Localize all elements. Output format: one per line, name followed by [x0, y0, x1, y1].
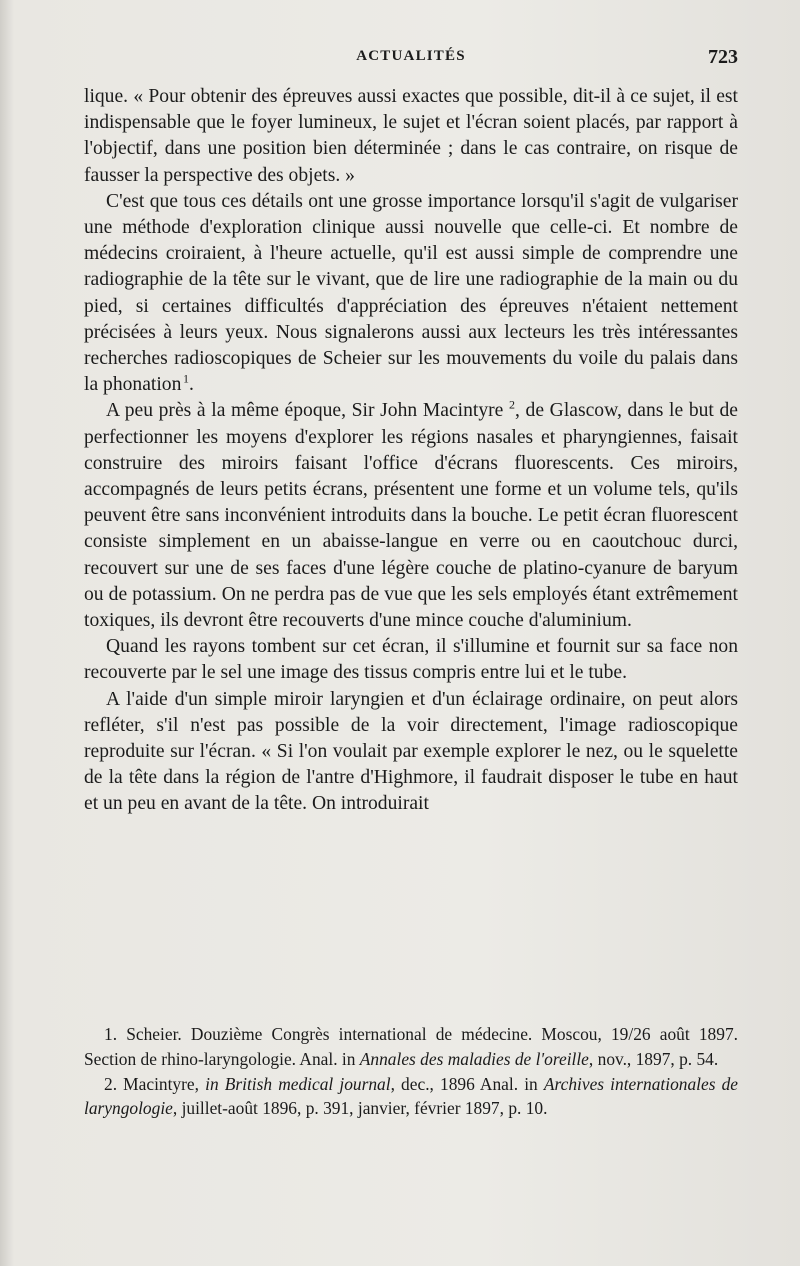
- footnote-2-journal-b: Archives internationales de laryngologie: [84, 1073, 738, 1119]
- paragraph-1-text: lique. « Pour obtenir des épreuves aussi exactes que possible, dit-il à ce sujet, il est indispensable que le foyer lumineux, le sujet et l'écran soient placés, par rapport à l'objectif, dans une position bien déterminée ; dans le cas contraire, on risque de fausser la perspective des objets. »: [84, 86, 738, 186]
- footnote-ref-1: 1: [183, 371, 190, 386]
- main-text: [84, 84, 738, 818]
- paragraph-5: [84, 687, 738, 818]
- footnote-1-number: 1.: [104, 1024, 118, 1044]
- footnote-1-journal: Annales des maladies de l'oreille: [359, 1048, 589, 1069]
- paragraph-3: A peu près à la même époque, Sir John Macintyre $^2$, de Glascow, dans le but de perfectionner les moyens d'explorer les régions nasales et pharyngiennes, faisait construire des miroirs faisant l'office d'écrans fluorescents. Ces miroirs, accompagnés de leurs petits écrans, présentent une forme et un volume tels, qu'ils peuvent être sans inconvénient introduits dans la bouche. Le petit écran fluorescent consiste simplement en un abaisse-langue en verre ou en caoutchouc durci, recouvert sur une de ses faces d'une légère couche de platino-cyanure de baryum ou de potassium. On ne perdra pas de vue que les sels employés étant extrêmement toxiques, ils devront être recouverts d'une mince couche d'aluminium.: [84, 397, 738, 632]
- page-number: 723: [708, 46, 738, 68]
- paragraph-1: [84, 84, 738, 189]
- footnote-2-text-c: , juillet-août 1896, p. 391, janvier, février 1897, p. 10.: [172, 1098, 548, 1119]
- paragraph-2: C'est que tous ces détails ont une grosse importance lorsqu'il s'agit de vulgariser une méthode d'exploration clinique aussi nouvelle que celle-ci. Et nombre de médecins croiraient, à l'heure actuelle, qu'il est aussi simple de comprendre une radiographie de la tête sur le vivant, que de lire une radiographie de la main ou du pied, si certaines difficultés d'appréciation des épreuves n'étaient nettement précisées à leurs yeux. Nous signalerons aussi aux lecteurs les très intéressantes recherches radioscopiques de Scheier sur les mouvements du voile du palais dans la phonation $^1$.: [84, 190, 738, 396]
- running-title: ACTUALITÉS: [356, 48, 466, 64]
- footnote-2-text-a: Macintyre,: [123, 1073, 199, 1094]
- footnote-ref-2: 2: [508, 397, 515, 412]
- page-header: [84, 48, 738, 76]
- paragraph-3-text-b: de Glascow, dans le but de perfectionner les moyens d'explorer les régions nasales et pharyngiennes, faisait construire des miroirs faisant l'office d'écrans fluorescents. Ces miroirs, accompagnés de leurs petits écrans, présentent une forme et un volume tels, qu'ils peuvent être sans inconvénient introduits dans la bouche. Le petit écran fluorescent consiste simplement en un abaisse-langue en verre ou en caoutchouc durci, recouvert sur une de ses faces d'une légère couche de platino-cyanure de baryum ou de potassium. On ne perdra pas de vue que les sels employés étant extrêmement toxiques, ils devront être recouverts d'une mince couche d'aluminium.: [84, 400, 738, 632]
- footnote-2-text-b: , dec., 1896 Anal. in: [390, 1073, 538, 1094]
- footnotes: [84, 1022, 738, 1121]
- footnote-2: [84, 1072, 738, 1122]
- paragraph-2-text: C'est que tous ces détails ont une grosse importance lorsqu'il s'agit de vulgariser une méthode d'exploration clinique aussi nouvelle que celle-ci. Et nombre de médecins croiraient, à l'heure actuelle, qu'il est aussi simple de comprendre une radiographie de la tête sur le vivant, que de lire une radiographie de la main ou du pied, si certaines difficultés d'appréciation des épreuves n'étaient nettement précisées à leurs yeux. Nous signalerons aussi aux lecteurs les très intéressantes recherches radioscopiques de Scheier sur les mouvements du voile du palais dans la phonation: [84, 190, 738, 396]
- paragraph-5-text: A l'aide d'un simple miroir laryngien et d'un éclairage ordinaire, on peut alors refléter, s'il n'est pas possible de la voir directement, l'image radioscopique reproduite sur l'écran. « Si l'on voulait par exemple explorer le nez, ou le squelette de la tête dans la région de l'antre d'Highmore, il faudrait disposer le tube en haut et un peu en avant de la tête. On introduirait: [84, 688, 738, 815]
- paragraph-4: [84, 634, 738, 686]
- paragraph-3-text-a: A peu près à la même époque, Sir John Macintyre: [106, 400, 504, 422]
- footnote-1: [84, 1022, 738, 1072]
- footnote-1-text-a: Scheier. Douzième Congrès international de médecine. Moscou, 19/26 août 1897. Section de rhino-laryngologie. Anal. in: [84, 1024, 738, 1069]
- footnote-1-text-b: , nov., 1897, p. 54.: [588, 1048, 719, 1069]
- footnote-2-number: 2.: [104, 1073, 118, 1094]
- paragraph-4-text: Quand les rayons tombent sur cet écran, il s'illumine et fournit sur sa face non recouverte par le sel une image des tissus compris entre lui et le tube.: [84, 636, 738, 684]
- footnote-2-journal-a: in British medical journal: [205, 1073, 391, 1094]
